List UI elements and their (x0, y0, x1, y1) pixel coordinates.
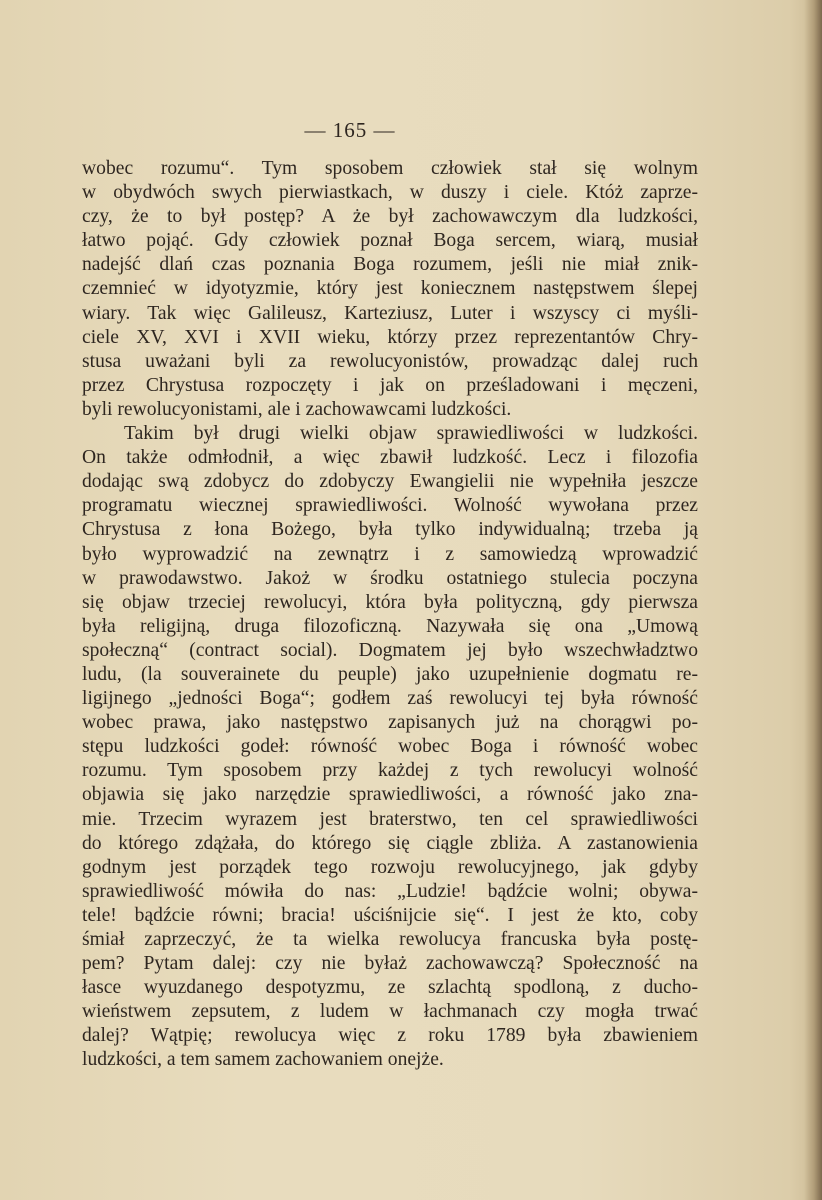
text-line: stępu ludzkości godeł: równość wobec Boga i równość wobec (82, 736, 698, 758)
text-line: sprawiedliwość mówiła do nas: „Ludzie! bądźcie wolni; obywa- (82, 880, 698, 902)
text-line: wieństwem zepsutem, z ludem w łachmanach czy mogła trwać (82, 1001, 698, 1023)
text-line: było wyprowadzić na zewnątrz i z samowiedzą wprowadzić (82, 543, 698, 565)
text-line: w prawodawstwo. Jakoż w środku ostatniego stulecia poczyna (82, 567, 698, 589)
text-line: społeczną“ (contract social). Dogmatem jej było wszechwładztwo (82, 639, 698, 661)
text-line: śmiał zaprzeczyć, że ta wielka rewolucya francuska była postę- (82, 929, 698, 950)
text-line: byli rewolucyonistami, ale i zachowawcami ludzkości. (82, 398, 512, 420)
page-number: — 165 — (304, 118, 396, 142)
text-line: łatwo pojąć. Gdy człowiek poznał Boga sercem, wiarą, musiał (82, 230, 698, 252)
text-line: dodając swą zdobycz do zdobyczy Ewangielii nie wypełniła jeszcze (82, 471, 698, 493)
text-line: ligijnego „jedności Boga“; godłem zaś rewolucyi tej była równość (82, 688, 698, 710)
text-line: ludu, (la souverainete du peuple) jako uzupełnienie dogmatu re- (82, 663, 698, 685)
text-line: czemnieć w idyotyzmie, który jest koniecznem następstwem ślepej (82, 278, 698, 300)
text-line: ludzkości, a tem samem zachowaniem onejże. (82, 1049, 444, 1071)
text-line: godnym jest porządek tego rozwoju rewolucyjnego, jak gdyby (82, 856, 698, 878)
text-line: w obydwóch swych pierwiastkach, w duszy i ciele. Któż zaprze- (82, 182, 698, 204)
text-line: wobec prawa, jako następstwo zapisanych już na chorągwi po- (82, 712, 698, 734)
text-line: objawia się jako narzędzie sprawiedliwości, a równość jako zna- (82, 784, 698, 806)
text-line: Takim był drugi wielki objaw sprawiedliwości w ludzkości. (124, 423, 698, 445)
text-line: przez Chrystusa rozpoczęty i jak on prześladowani i męczeni, (82, 374, 698, 396)
text-line: wiary. Tak więc Galileusz, Karteziusz, Luter i wszyscy ci myśli- (82, 302, 698, 324)
text-line: ciele XV, XVI i XVII wieku, którzy przez reprezentantów Chry- (82, 326, 698, 348)
text-line: dalej? Wątpię; rewolucya więc z roku 1789 była zbawieniem (82, 1025, 698, 1047)
text-line: On także odmłodnił, a więc zbawił ludzkość. Lecz i filozofia (82, 447, 698, 469)
text-line: pem? Pytam dalej: czy nie byłaż zachowawczą? Społeczność na (82, 953, 698, 975)
text-line: mie. Trzecim wyrazem jest braterstwo, ten cel sprawiedliwości (82, 808, 698, 830)
text-line: nadejść dlań czas poznania Boga rozumem, jeśli nie miał znik- (82, 254, 698, 276)
body-text (82, 157, 698, 1073)
paragraph (82, 422, 698, 1073)
text-line: była religijną, druga filozoficzną. Nazywała się ona „Umową (82, 615, 698, 637)
text-line: programatu wiecznej sprawiedliwości. Wolność wywołana przez (82, 495, 698, 517)
text-line: czy, że to był postęp? A że był zachowawczym dla ludzkości, (82, 206, 698, 228)
text-line: stusa uważani byli za rewolucyonistów, prowadząc dalej ruch (82, 350, 698, 372)
text-line: tele! bądźcie równi; bracia! uściśnijcie się“. I jest że kto, coby (82, 904, 698, 926)
text-line: się objaw trzeciej rewolucyi, która była polityczną, gdy pierwsza (82, 591, 698, 613)
text-line: łasce wyuzdanego despotyzmu, ze szlachtą spodloną, z ducho- (82, 977, 698, 999)
paragraph (82, 157, 698, 422)
page-edge (804, 0, 822, 1200)
text-line: Chrystusa z łona Bożego, była tylko indywidualną; trzeba ją (82, 519, 698, 541)
text-line: wobec rozumu“. Tym sposobem człowiek stał się wolnym (82, 158, 698, 179)
text-line: do którego zdążała, do którego się ciągle zbliża. A zastanowienia (82, 832, 698, 854)
text-line: rozumu. Tym sposobem przy każdej z tych rewolucyi wolność (82, 760, 698, 782)
